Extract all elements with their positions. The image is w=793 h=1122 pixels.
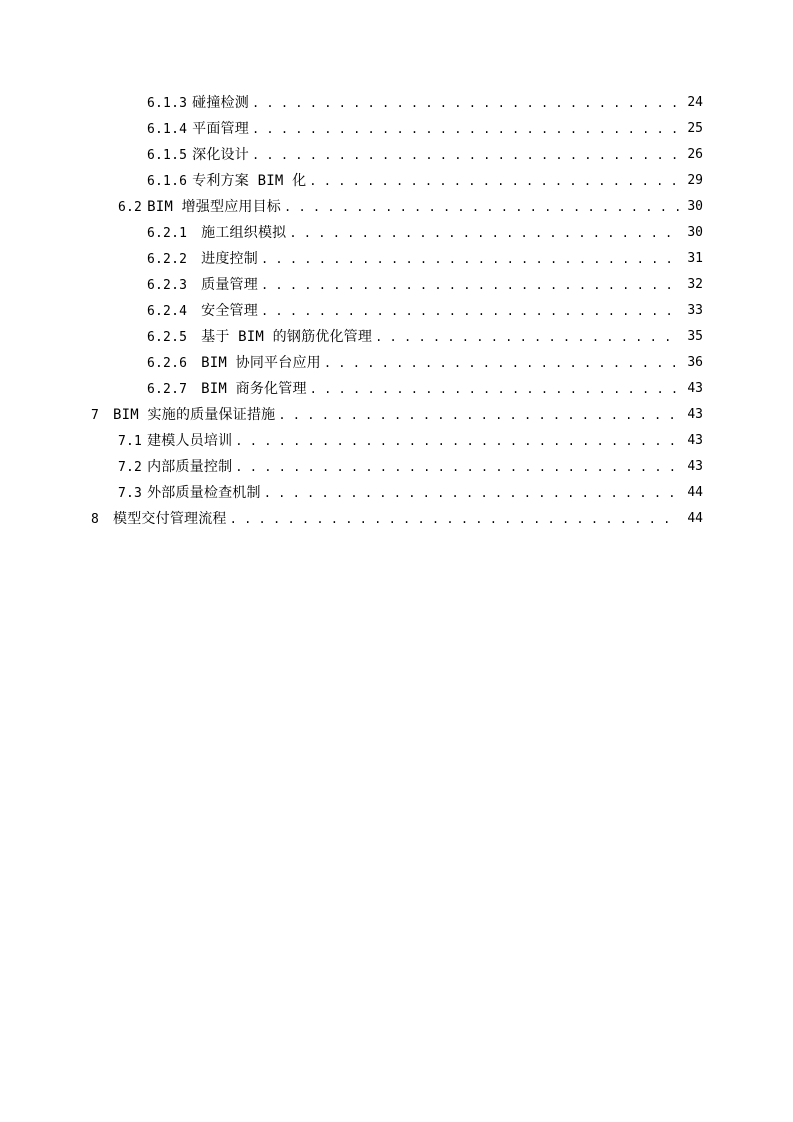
dot-leader	[261, 299, 680, 323]
toc-entry-heading	[147, 221, 286, 246]
dot-leader	[252, 143, 680, 167]
dot-leader	[261, 273, 680, 297]
toc-entry[interactable]	[147, 377, 703, 401]
dot-leader	[235, 455, 680, 479]
toc-entry-title: 质量管理	[201, 276, 258, 293]
toc-entry-number: 6.1.6	[147, 173, 188, 189]
toc-entry-heading	[147, 299, 258, 324]
toc-entry-title: 建模人员培训	[147, 432, 233, 449]
toc-entry-number: 7.1	[118, 433, 143, 449]
dot-leader	[252, 117, 680, 141]
toc-entry-title: 外部质量检查机制	[147, 484, 261, 501]
toc-entry-title: BIM 协同平台应用	[201, 354, 321, 371]
toc-entry[interactable]	[91, 403, 703, 427]
toc-entry-heading	[147, 143, 249, 168]
toc-entry-heading	[91, 507, 227, 532]
toc-entry[interactable]	[147, 351, 703, 375]
toc-entry-page: 43	[687, 381, 703, 396]
toc-entry-number: 6.2.5	[147, 329, 188, 345]
toc-entry[interactable]	[147, 117, 703, 141]
dot-leader	[310, 377, 680, 401]
toc-entry-number: 6.2.2	[147, 251, 188, 267]
toc-entry-heading	[147, 169, 306, 194]
toc-entry-number: 6.2.1	[147, 225, 188, 241]
dot-leader	[230, 507, 680, 531]
toc-entry-page: 43	[687, 433, 703, 448]
toc-entry-page: 30	[687, 225, 703, 240]
dot-leader	[375, 325, 680, 349]
toc-entry-title: BIM 增强型应用目标	[147, 198, 282, 215]
toc-entry-heading	[147, 325, 372, 350]
toc-entry-title: 施工组织模拟	[201, 224, 287, 241]
toc-entry-number: 6.1.4	[147, 121, 188, 137]
toc-entry-page: 43	[687, 407, 703, 422]
toc-entry-number: 8	[91, 511, 100, 527]
toc-entry-page: 30	[687, 199, 703, 214]
toc-entry-page: 26	[687, 147, 703, 162]
toc-entry-heading	[118, 429, 232, 454]
toc-entry-number: 6.1.5	[147, 147, 188, 163]
toc-entry-number: 6.2.4	[147, 303, 188, 319]
toc-entry-heading	[147, 351, 321, 376]
toc-entry-page: 35	[687, 329, 703, 344]
toc-entry[interactable]	[147, 247, 703, 271]
toc-entry-title: 进度控制	[201, 250, 258, 267]
toc-entry-heading	[91, 403, 275, 428]
dot-leader	[289, 221, 680, 245]
toc-entry-number: 6.2	[118, 199, 143, 215]
toc-entry-heading	[147, 91, 249, 116]
toc-entry-title: 深化设计	[192, 146, 249, 163]
dot-leader	[278, 403, 680, 427]
toc-entry-title: 碰撞检测	[192, 94, 249, 111]
toc-entry-page: 24	[687, 95, 703, 110]
toc-entry[interactable]	[147, 325, 703, 349]
toc-entry-number: 6.1.3	[147, 95, 188, 111]
toc-entry-number: 7.3	[118, 485, 143, 501]
toc-entry-heading	[147, 273, 258, 298]
dot-leader	[252, 91, 680, 115]
toc-entry-page: 36	[687, 355, 703, 370]
toc-entry-heading	[147, 377, 307, 402]
toc-entry-title: 安全管理	[201, 302, 258, 319]
toc-entry-page: 32	[687, 277, 703, 292]
toc-entry[interactable]	[147, 91, 703, 115]
toc-entry-page: 29	[687, 173, 703, 188]
toc-entry[interactable]	[118, 429, 703, 453]
toc-entry[interactable]	[118, 195, 703, 219]
dot-leader	[284, 195, 680, 219]
toc-entry-number: 6.2.7	[147, 381, 188, 397]
toc-entry-number: 7.2	[118, 459, 143, 475]
toc-entry[interactable]	[91, 507, 703, 531]
toc-entry-title: 专利方案 BIM 化	[192, 172, 307, 189]
toc-entry-title: BIM 商务化管理	[201, 380, 307, 397]
toc-entry-title: 平面管理	[192, 120, 249, 137]
toc-entry-heading	[147, 117, 249, 142]
toc-entry[interactable]	[147, 273, 703, 297]
toc-entry[interactable]	[147, 299, 703, 323]
toc-entry-heading	[118, 481, 261, 506]
toc-entry-page: 25	[687, 121, 703, 136]
toc-entry-title: BIM 实施的质量保证措施	[113, 406, 276, 423]
toc-entry-number: 6.2.6	[147, 355, 188, 371]
toc-entry-number: 6.2.3	[147, 277, 188, 293]
toc-entry-page: 44	[687, 511, 703, 526]
toc-entry-heading	[118, 195, 281, 220]
toc-entry-title: 模型交付管理流程	[113, 510, 227, 527]
toc-entry[interactable]	[147, 143, 703, 167]
toc-entry-title: 内部质量控制	[147, 458, 233, 475]
toc-entry[interactable]	[118, 455, 703, 479]
toc-entry[interactable]	[147, 221, 703, 245]
toc-entry-title: 基于 BIM 的钢筋优化管理	[201, 328, 373, 345]
toc-entry-page: 31	[687, 251, 703, 266]
toc-entry[interactable]	[118, 481, 703, 505]
toc-entry-number: 7	[91, 407, 100, 423]
dot-leader	[324, 351, 680, 375]
dot-leader	[235, 429, 680, 453]
dot-leader	[309, 169, 680, 193]
toc-entry-heading	[118, 455, 232, 480]
toc-entry-page: 44	[687, 485, 703, 500]
toc-entry-heading	[147, 247, 258, 272]
dot-leader	[261, 247, 680, 271]
toc-entry-page: 33	[687, 303, 703, 318]
toc-entry[interactable]	[147, 169, 703, 193]
dot-leader	[264, 481, 680, 505]
toc-entry-page: 43	[687, 459, 703, 474]
